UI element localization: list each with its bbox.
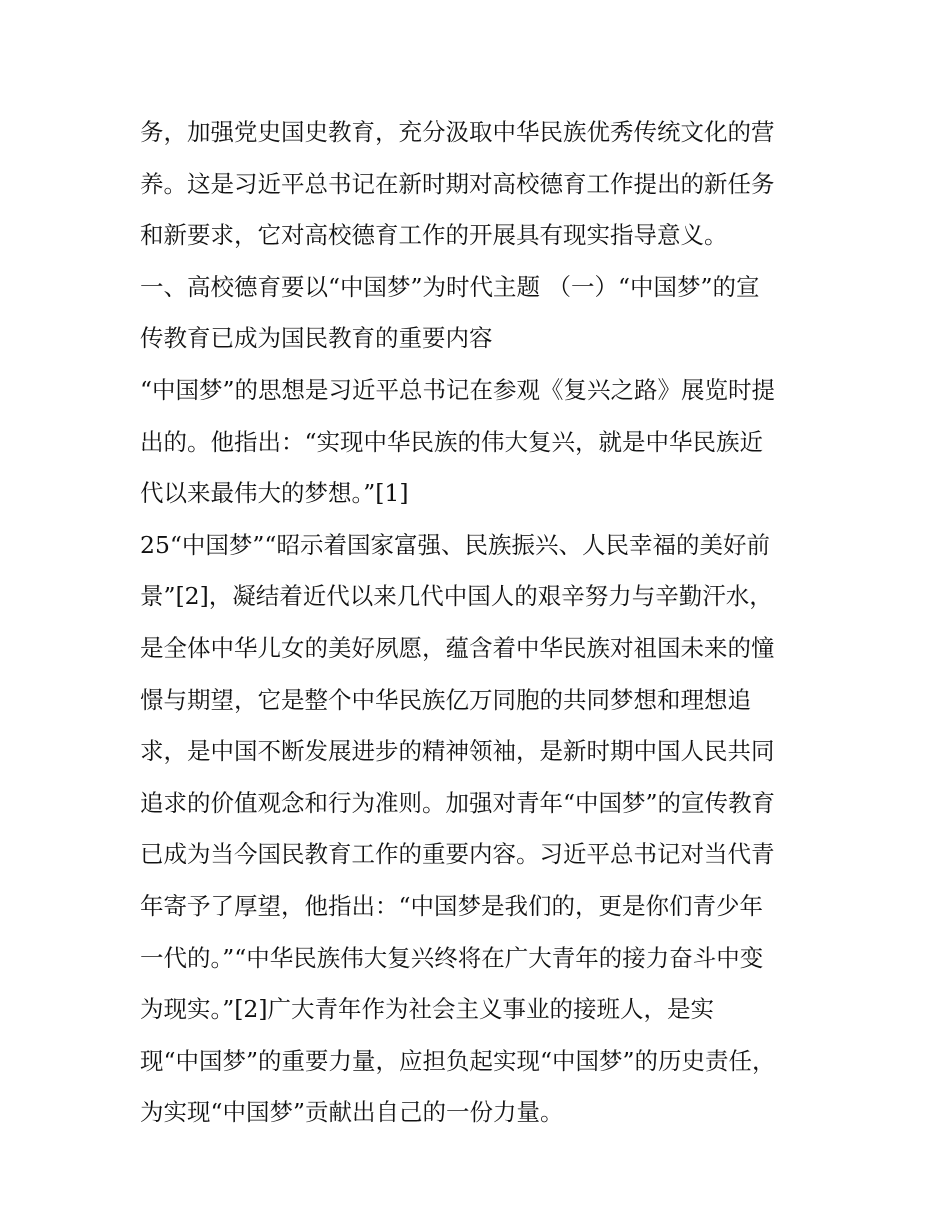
text-line: 憬与期望，它是整个中华民族亿万同胞的共同梦想和理想追 xyxy=(140,685,751,714)
body-text xyxy=(140,107,830,1139)
text-line: 景”[2]，凝结着近代以来几代中国人的艰辛努力与辛勤汗水， xyxy=(140,582,773,611)
text-line: 出的。他指出：“实现中华民族的伟大复兴，就是中华民族近 xyxy=(140,427,764,456)
section-heading-line: 一、高校德育要以“中国梦”为时代主题 （一）“中国梦”的宣 xyxy=(140,272,760,301)
text-line: 追求的价值观念和行为准则。加强对青年“中国梦”的宣传教育 xyxy=(140,788,776,817)
text-line: 和新要求，它对高校德育工作的开展具有现实指导意义。 xyxy=(140,221,728,250)
text-line: 养。这是习近平总书记在新时期对高校德育工作提出的新任务 xyxy=(140,169,775,198)
text-line: 年寄予了厚望，他指出：“中国梦是我们的，更是你们青少年 xyxy=(140,891,764,920)
text-line: 一代的。”“中华民族伟大复兴终将在广大青年的接力奋斗中变 xyxy=(140,943,764,972)
text-line: 为实现“中国梦”贡献出自己的一份力量。 xyxy=(140,1098,564,1127)
text-line: “中国梦”的思想是习近平总书记在参观《复兴之路》展览时提 xyxy=(140,375,776,404)
text-line: 现“中国梦”的重要力量，应担负起实现“中国梦”的历史责任， xyxy=(140,1046,776,1075)
text-line: 务，加强党史国史教育，充分汲取中华民族优秀传统文化的营 xyxy=(140,118,775,146)
text-line: 为现实。”[2]广大青年作为社会主义事业的接班人，是实 xyxy=(140,995,715,1024)
text-line: 代以来最伟大的梦想。”[1] xyxy=(140,479,409,508)
text-line: 是全体中华儿女的美好夙愿，蕴含着中华民族对祖国未来的憧 xyxy=(140,633,775,662)
text-line: 求，是中国不断发展进步的精神领袖，是新时期中国人民共同 xyxy=(140,737,775,766)
text-line: 已成为当今国民教育工作的重要内容。习近平总书记对当代青 xyxy=(140,840,775,869)
text-line: 25“中国梦”“昭示着国家富强、民族振兴、人民幸福的美好前 xyxy=(140,530,770,559)
section-heading-line: 传教育已成为国民教育的重要内容 xyxy=(140,324,493,353)
